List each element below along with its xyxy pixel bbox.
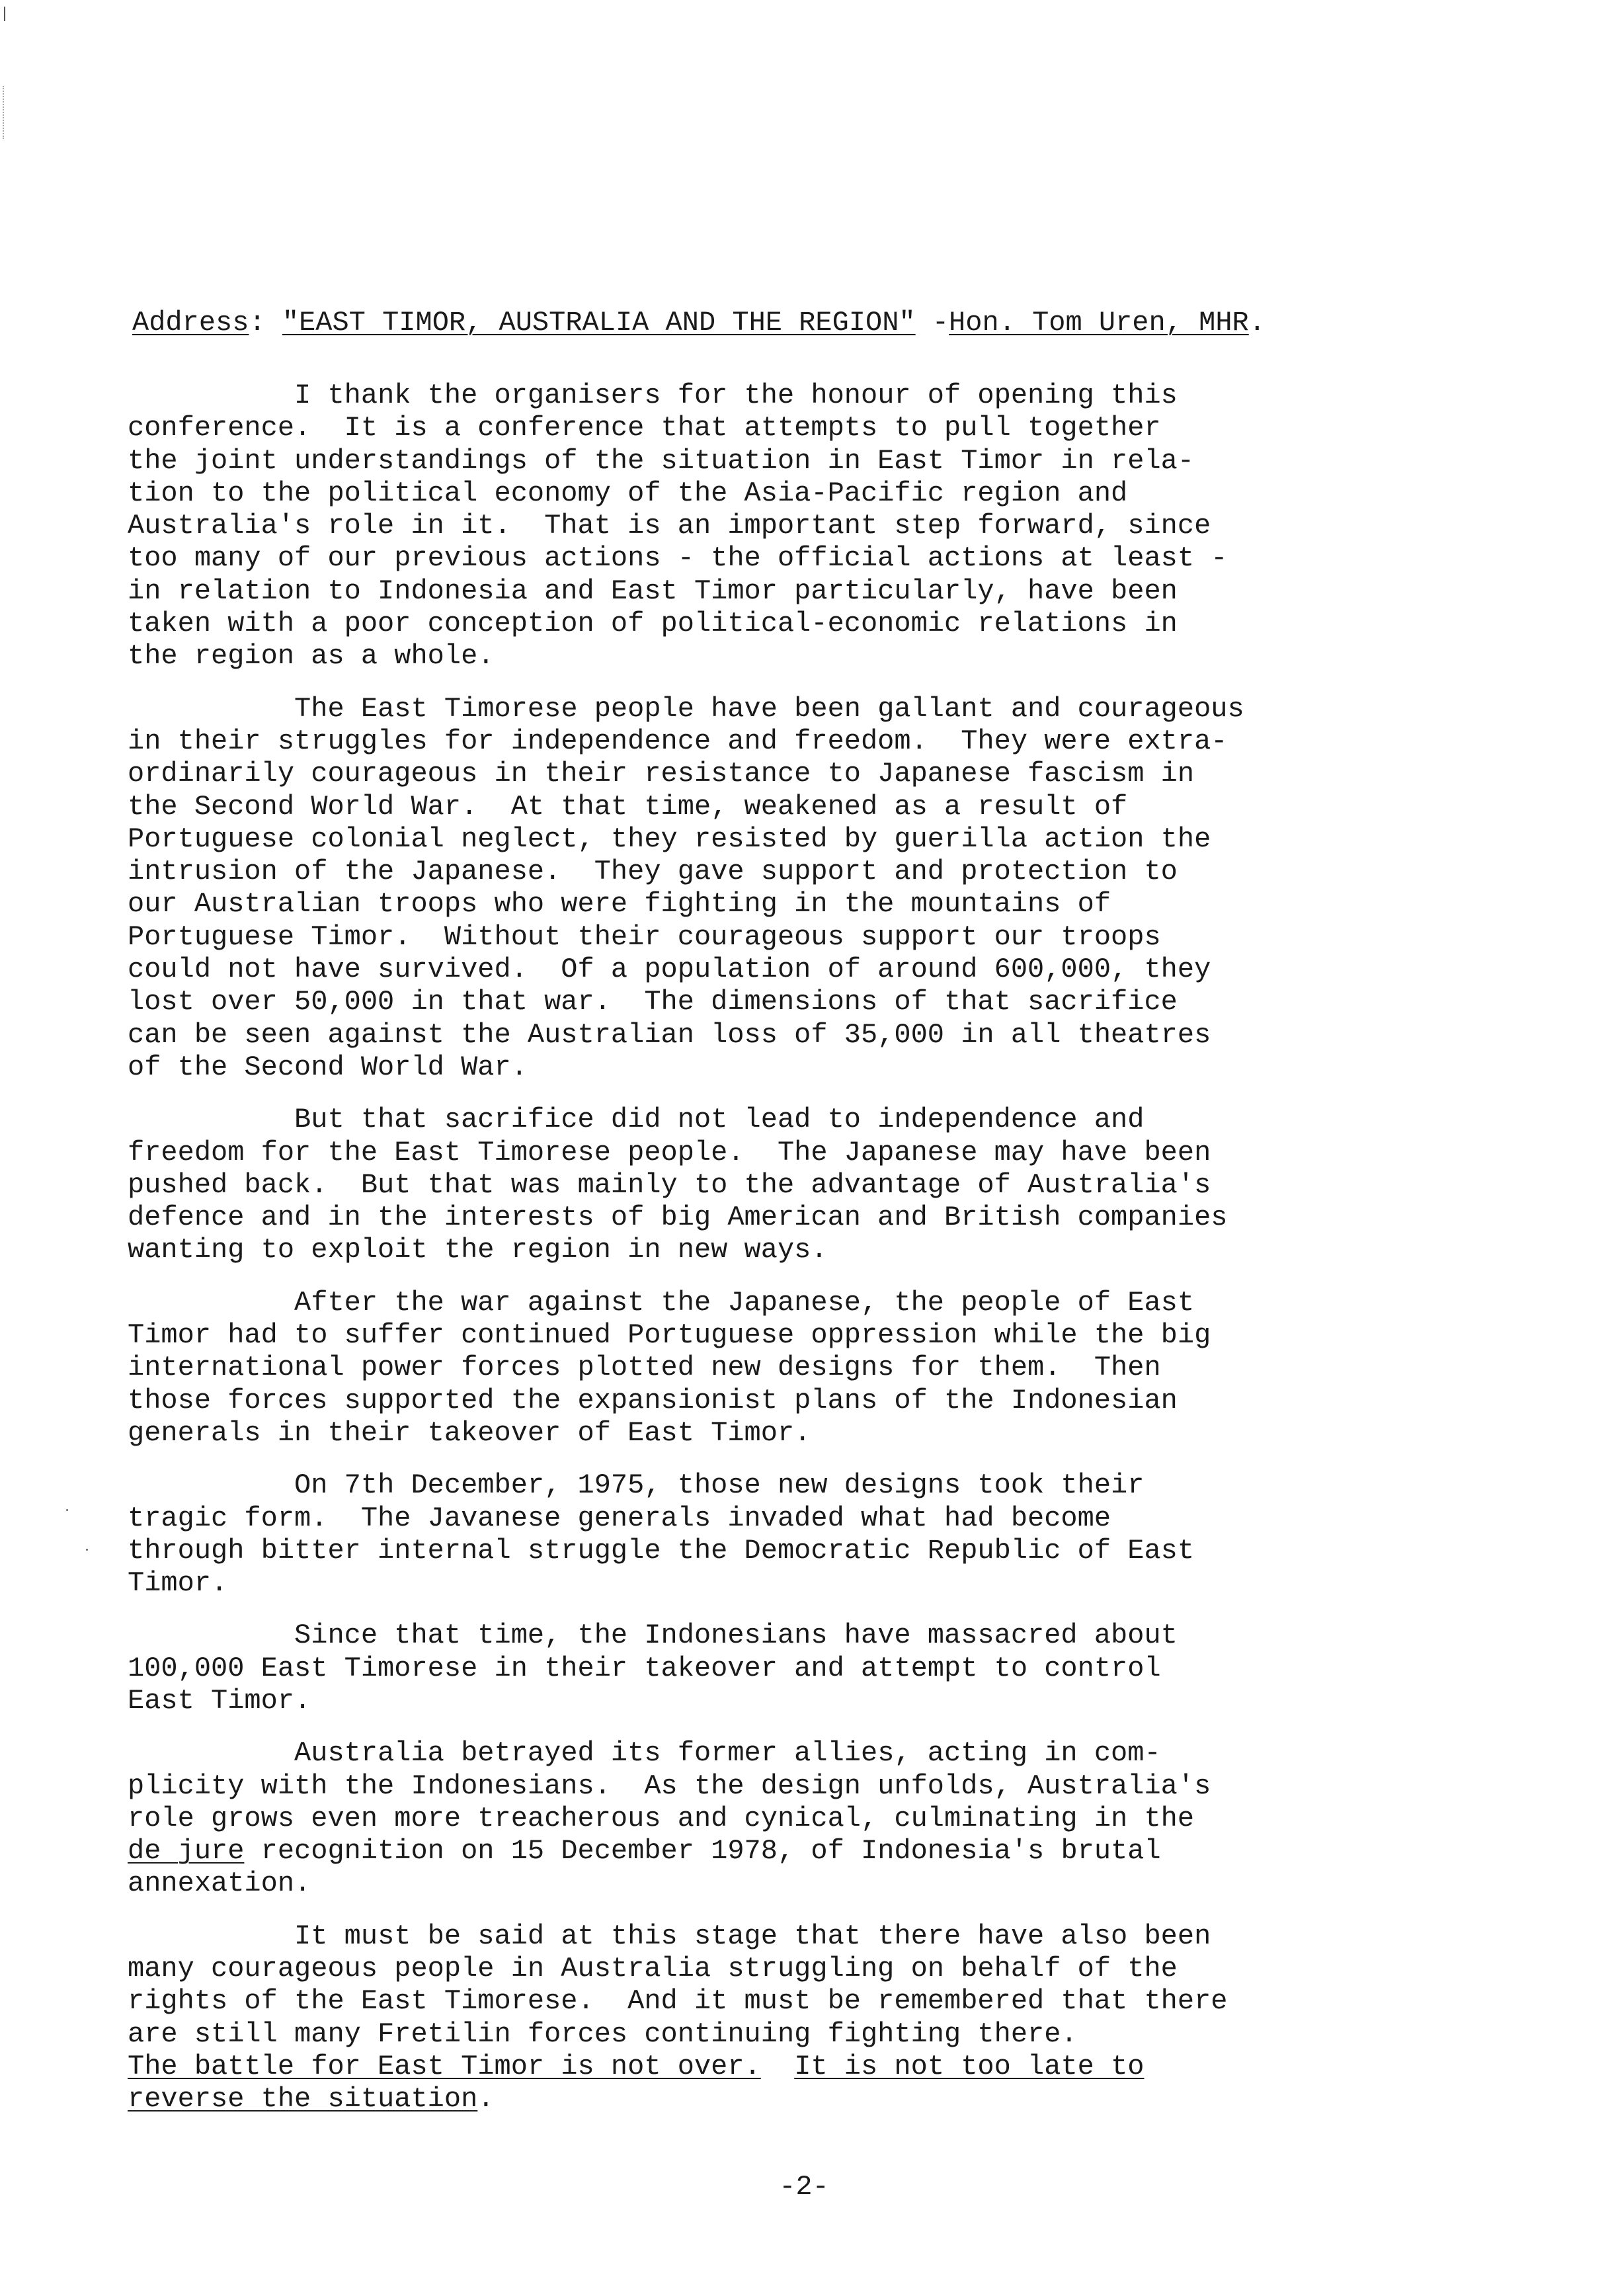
paragraph-massacre (128, 1620, 1503, 1717)
text-punctuation: . (477, 2083, 495, 2115)
text-line: 100,000 East Timorese in their takeover and attempt to control (128, 1652, 1161, 1684)
text-line: Timor. (128, 1567, 228, 1600)
text-line: those forces supported the expansionist plans of the Indonesian (128, 1384, 1178, 1416)
text-line: plicity with the Indonesians. As the design unfolds, Australia's (128, 1770, 1211, 1802)
text-line: annexation. (128, 1867, 311, 1900)
heading-separator: - (915, 307, 949, 339)
underlined-de-jure: de jure (128, 1835, 245, 1867)
text-line: ordinarily courageous in their resistance to Japanese fascism in (128, 758, 1195, 790)
address-body (128, 380, 1503, 2116)
text-line: It must be said at this stage that there have also been (128, 1920, 1211, 1952)
text-line: tion to the political economy of the Asia-Pacific region and (128, 477, 1128, 509)
text-line: But that sacrifice did not lead to independence and (128, 1104, 1145, 1136)
heading-author: Hon. Tom Uren, MHR (949, 307, 1249, 339)
underlined-reverse-situation: reverse the situation (128, 2083, 478, 2115)
text-line: Since that time, the Indonesians have massacred about (128, 1620, 1178, 1652)
text-line: pushed back. But that was mainly to the advantage of Australia's (128, 1168, 1211, 1201)
margin-pencil-mark (4, 7, 5, 21)
text-line: recognition on 15 December 1978, of Indonesia's brutal (244, 1835, 1161, 1867)
heading-end: . (1248, 307, 1266, 339)
margin-dotted-mark (3, 86, 5, 139)
text-line: could not have survived. Of a population of around 600,000, they (128, 954, 1211, 986)
text-line: Timor had to suffer continued Portuguese oppression while the big (128, 1319, 1211, 1352)
text-line: East Timor. (128, 1684, 311, 1717)
heading-title: "EAST TIMOR, AUSTRALIA AND THE REGION" (282, 307, 916, 339)
text-line: the joint understandings of the situation in East Timor in rela- (128, 444, 1195, 477)
text-line: Portuguese Timor. Without their courageous support our troops (128, 921, 1161, 953)
text-line: can be seen against the Australian loss of 35,000 in all theatres (128, 1018, 1211, 1051)
text-line: international power forces plotted new designs for them. Then (128, 1352, 1161, 1384)
stray-dot (66, 1509, 68, 1511)
text-line: intrusion of the Japanese. They gave support and protection to (128, 856, 1178, 888)
text-line: conference. It is a conference that attempts to pull together (128, 412, 1161, 444)
heading-label: Address (132, 307, 249, 339)
text-line: too many of our previous actions - the official actions at least - (128, 542, 1228, 575)
heading-colon: : (249, 307, 282, 339)
address-heading (132, 306, 1541, 340)
text-line: lost over 50,000 in that war. The dimensions of that sacrifice (128, 986, 1178, 1018)
text-line: Australia's role in it. That is an important step forward, since (128, 510, 1211, 542)
paragraph-east-timorese-courage (128, 693, 1503, 1085)
text-line: in their struggles for independence and freedom. They were extra- (128, 725, 1228, 757)
text-line: generals in their takeover of East Timor. (128, 1416, 811, 1449)
stray-dot (86, 1549, 88, 1551)
text-line: The East Timorese people have been gallant and courageous (128, 692, 1244, 725)
paragraph-sacrifice (128, 1104, 1503, 1266)
text-line: Australia betrayed its former allies, acting in com- (128, 1737, 1161, 1770)
text-line: taken with a poor conception of political-economic relations in (128, 608, 1178, 640)
text-line: freedom for the East Timorese people. The Japanese may have been (128, 1136, 1211, 1168)
underlined-battle-not-over: The battle for East Timor is not over. (128, 2050, 761, 2082)
text-line: through bitter internal struggle the Democratic Republic of East (128, 1534, 1195, 1567)
text-line: the Second World War. At that time, weakened as a result of (128, 790, 1128, 823)
text-line: defence and in the interests of big American and British companies (128, 1202, 1228, 1234)
text-line: are still many Fretilin forces continuing fighting there. (128, 2018, 1078, 2050)
text-line: role grows even more treacherous and cynical, culminating in the (128, 1802, 1195, 1834)
paragraph-australia-betrayal (128, 1737, 1503, 1900)
text-gap (761, 2051, 794, 2082)
page-number: -2- (779, 2171, 829, 2203)
text-line: tragic form. The Javanese generals invaded what had become (128, 1502, 1111, 1534)
paragraph-invasion (128, 1469, 1503, 1600)
text-line: Portuguese colonial neglect, they resisted by guerilla action the (128, 823, 1211, 855)
text-line: I thank the organisers for the honour of opening this (128, 380, 1178, 411)
text-line: in relation to Indonesia and East Timor particularly, have been (128, 575, 1178, 607)
text-line: of the Second World War. (128, 1051, 528, 1083)
paragraph-after-the-war (128, 1287, 1503, 1450)
text-line: On 7th December, 1975, those new designs took their (128, 1469, 1145, 1502)
paragraph-not-over (128, 1920, 1503, 2116)
text-line: many courageous people in Australia struggling on behalf of the (128, 1953, 1178, 1985)
text-line: rights of the East Timorese. And it must be remembered that there (128, 1985, 1228, 2018)
paragraph-opening (128, 380, 1503, 673)
underlined-not-too-late: It is not too late to (794, 2050, 1145, 2082)
text-line: wanting to exploit the region in new ways. (128, 1234, 828, 1266)
text-line: the region as a whole. (128, 640, 495, 673)
text-line: After the war against the Japanese, the people of East (128, 1286, 1195, 1319)
text-line: our Australian troops who were fighting in the mountains of (128, 888, 1111, 921)
